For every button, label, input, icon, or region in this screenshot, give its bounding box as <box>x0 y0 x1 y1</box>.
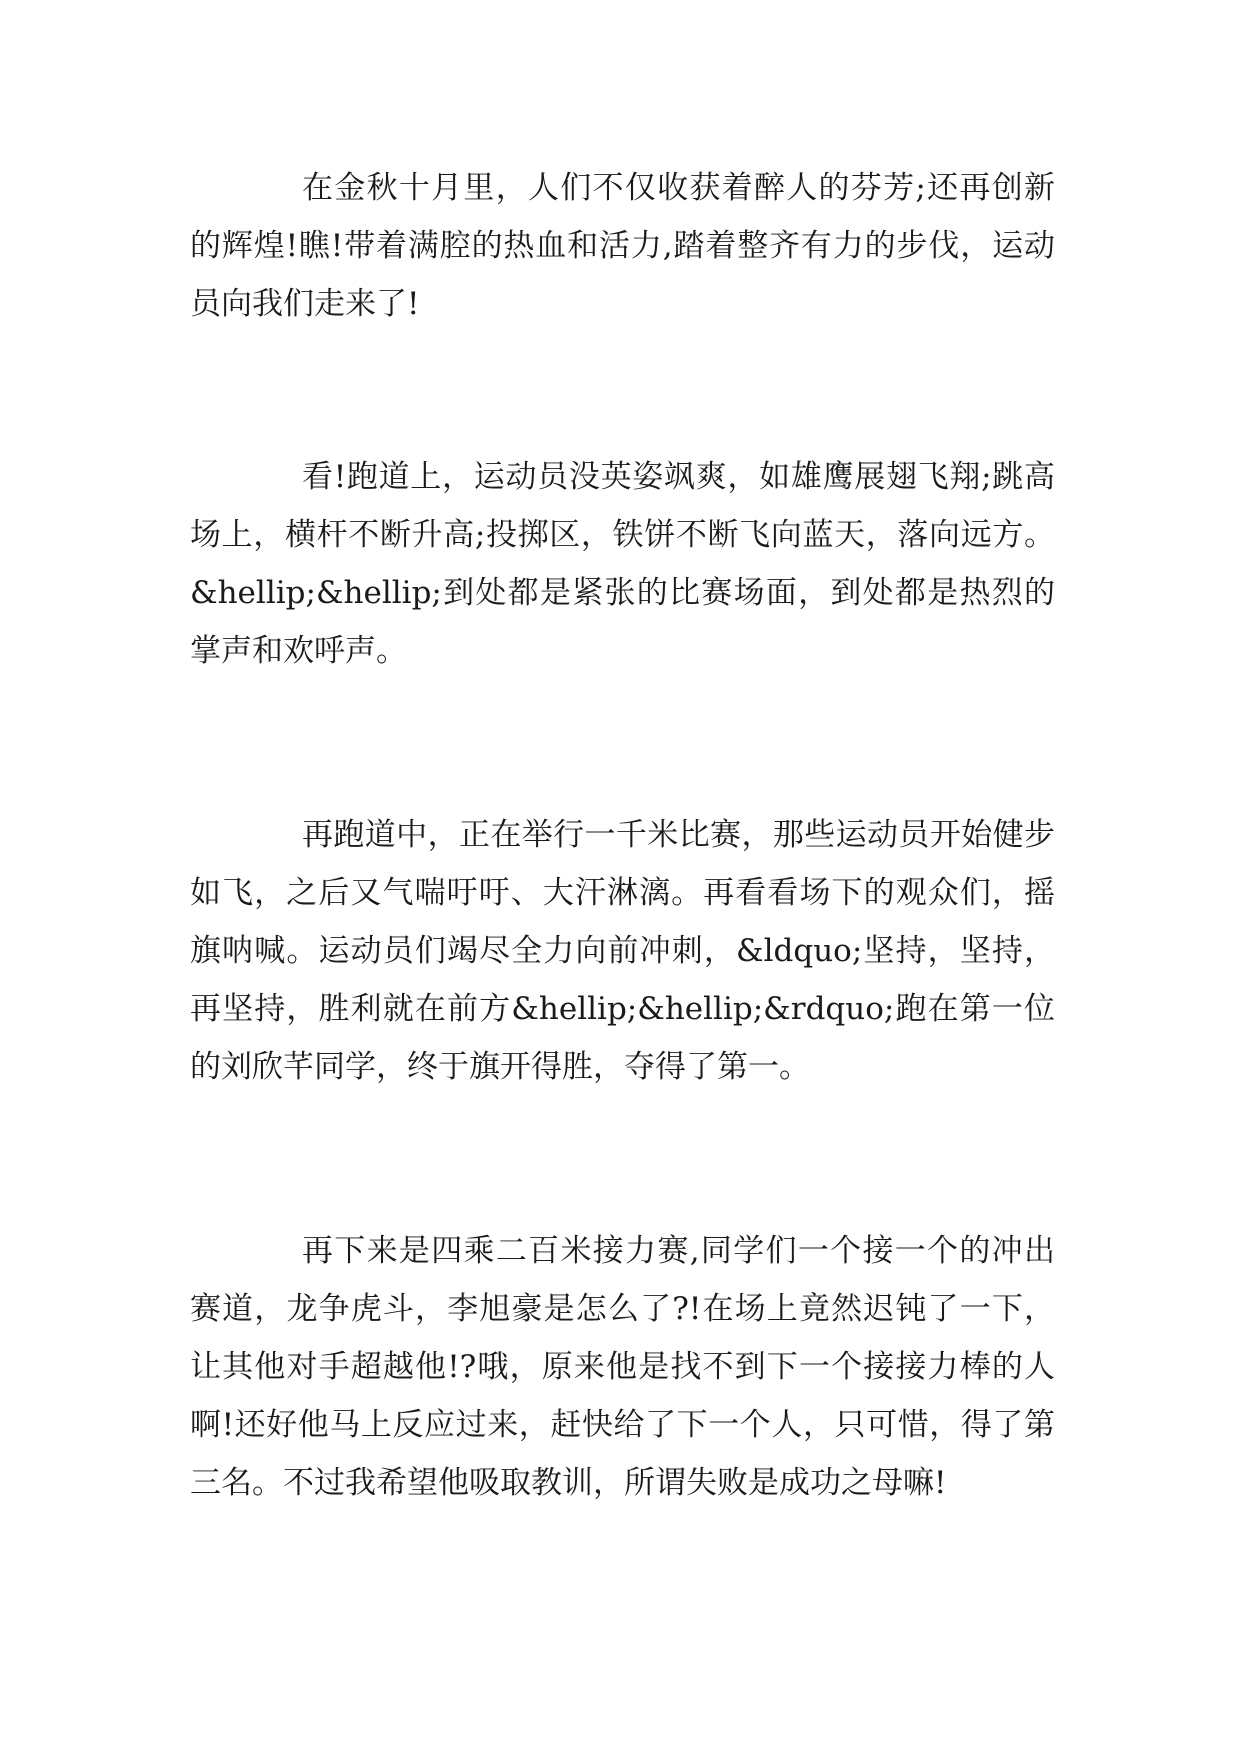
paragraph-relay-race: 再下来是四乘二百米接力赛,同学们一个接一个的冲出赛道，龙争虎斗，李旭豪是怎么了?!在场上竟然迟钝了一下，让其他对手超越他!?哦，原来他是找不到下一个接接力棒的人啊!还好他马上反应过来，赶快给了下一个人，只可惜，得了第三名。不过我希望他吸取教训，所谓失败是成功之母嘛! <box>190 1233 1055 1501</box>
paragraph-track-and-field: 看!跑道上，运动员没英姿飒爽，如雄鹰展翅飞翔;跳高场上，横杆不断升高;投掷区，铁饼不断飞向蓝天，落向远方。&hellip;&hellip;到处都是紧张的比赛场面，到处都是热烈的掌声和欢呼声。 <box>190 459 1055 669</box>
paragraph-opening: 在金秋十月里，人们不仅收获着醉人的芬芳;还再创新的辉煌!瞧!带着满腔的热血和活力,踏着整齐有力的步伐，运动员向我们走来了! <box>190 170 1055 322</box>
paragraph-1000m-race: 再跑道中，正在举行一千米比赛，那些运动员开始健步如飞，之后又气喘吁吁、大汗淋漓。再看看场下的观众们，摇旗呐喊。运动员们竭尽全力向前冲刺，&ldquo;坚持，坚持，再坚持，胜利就在前方&hellip;&hellip;&rdquo;跑在第一位的刘欣芊同学，终于旗开得胜，夺得了第一。 <box>190 817 1055 1085</box>
